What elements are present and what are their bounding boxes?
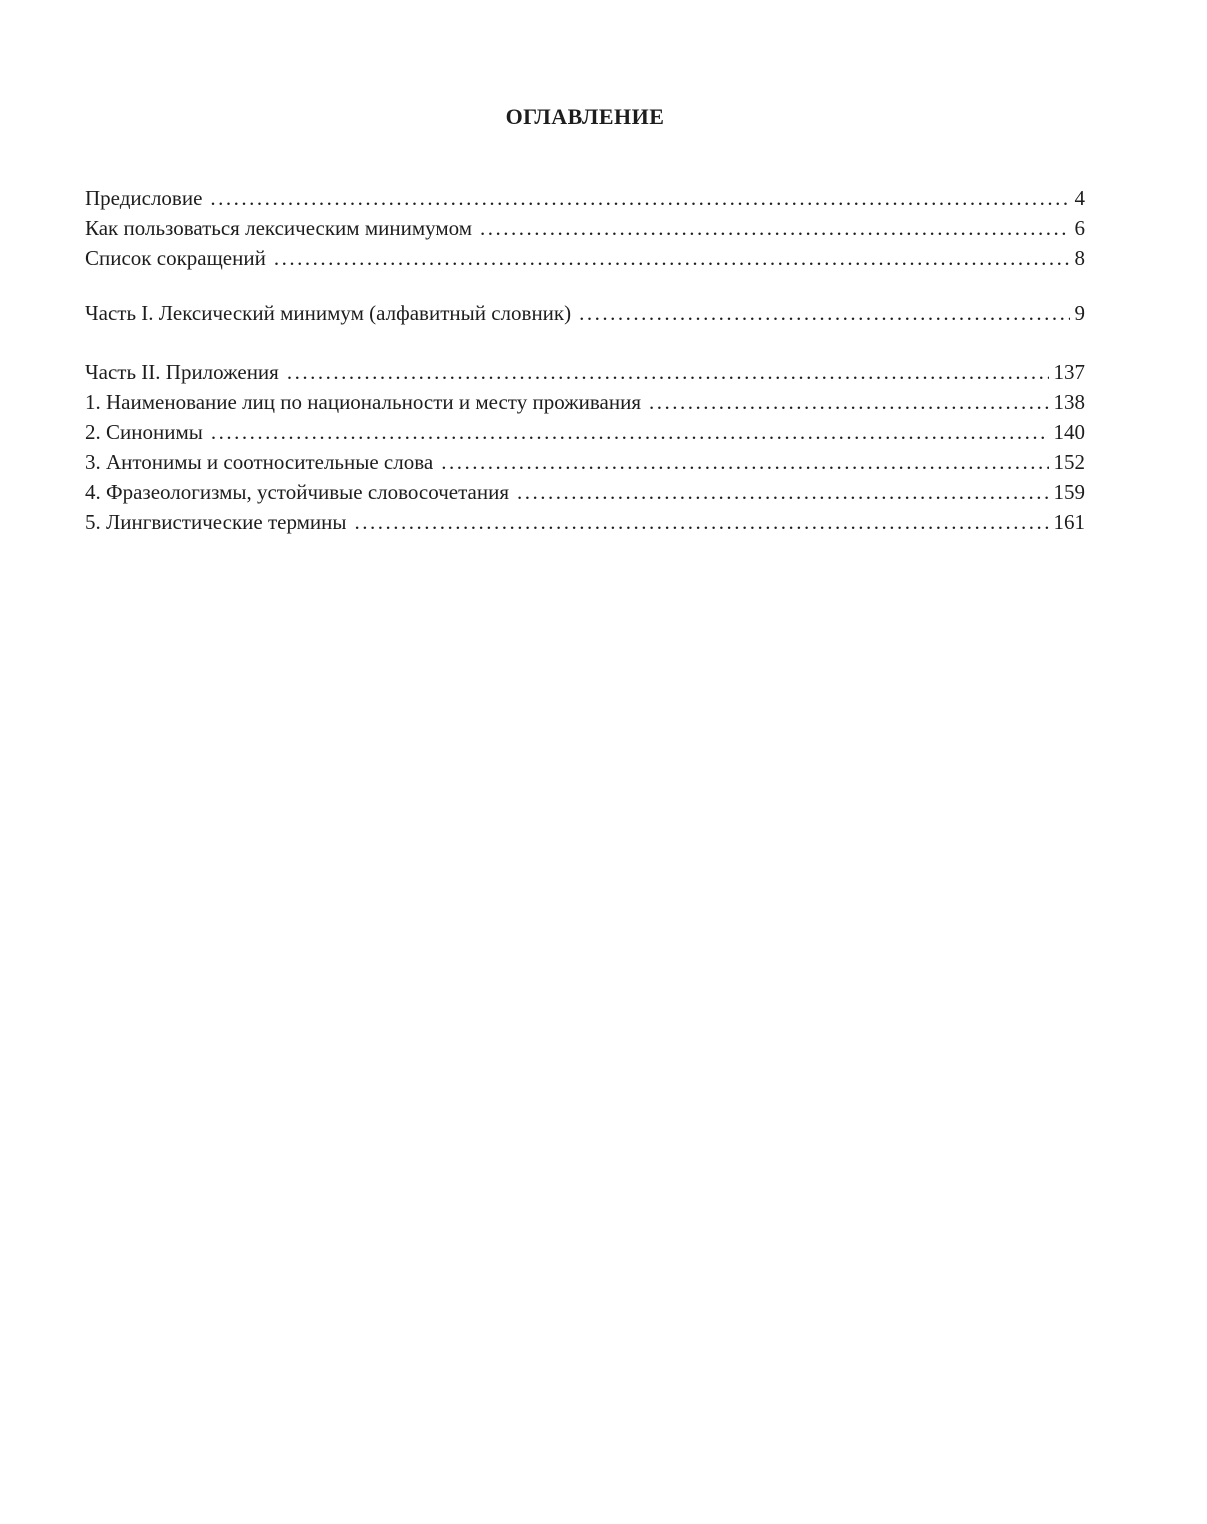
toc-entry-appendix-1	[85, 387, 1085, 417]
dot-leader	[649, 387, 1048, 417]
toc-entry-page: 137	[1053, 360, 1085, 384]
toc-entry-page: 152	[1053, 450, 1085, 474]
dot-leader	[517, 477, 1049, 507]
toc-entry-page: 9	[1074, 301, 1085, 325]
toc-entry-label: Как пользоваться лексическим минимумом	[85, 216, 473, 240]
dot-leader	[210, 183, 1069, 213]
dot-leader	[274, 243, 1070, 273]
toc-entry-label: Часть II. Приложения	[85, 360, 279, 384]
toc-entry-appendix-3	[85, 447, 1085, 477]
toc-entry-label: 2. Синонимы	[85, 420, 203, 444]
dot-leader	[355, 507, 1049, 537]
toc-entry-appendix-5	[85, 507, 1085, 537]
toc-entry-page: 8	[1074, 246, 1085, 270]
toc-entry-how-to-use	[85, 213, 1085, 243]
toc-entry-label: Список сокращений	[85, 246, 266, 270]
toc-entry-page: 6	[1074, 216, 1085, 240]
toc-entry-appendix-2	[85, 417, 1085, 447]
toc-entry-page: 138	[1053, 390, 1085, 414]
page-title: ОГЛАВЛЕНИЕ	[505, 104, 665, 129]
toc-entry-label: Предисловие	[85, 186, 203, 210]
toc-entry-page: 161	[1053, 510, 1085, 534]
toc-entry-label: 5. Лингвистические термины	[85, 510, 347, 534]
dot-leader	[480, 213, 1069, 243]
toc-entry-page: 4	[1074, 186, 1085, 210]
toc-entry-part-2	[85, 357, 1085, 387]
toc-entry-label: Часть I. Лексический минимум (алфавитный словник)	[85, 301, 572, 325]
toc-entry-label: 3. Антонимы и соотносительные слова	[85, 450, 434, 474]
dot-leader	[579, 298, 1069, 328]
toc-entry-label: 1. Наименование лиц по национальности и месту проживания	[85, 390, 642, 414]
dot-leader	[441, 447, 1048, 477]
toc-entry-abbreviations	[85, 243, 1085, 273]
toc-entry-appendix-4	[85, 477, 1085, 507]
toc-entry-page: 159	[1053, 480, 1085, 504]
toc-entry-part-1	[85, 298, 1085, 328]
toc-entry-page: 140	[1053, 420, 1085, 444]
dot-leader	[287, 357, 1049, 387]
toc-entry-preface	[85, 183, 1085, 213]
toc-entry-label: 4. Фразеологизмы, устойчивые словосочетания	[85, 480, 509, 504]
dot-leader	[211, 417, 1049, 447]
